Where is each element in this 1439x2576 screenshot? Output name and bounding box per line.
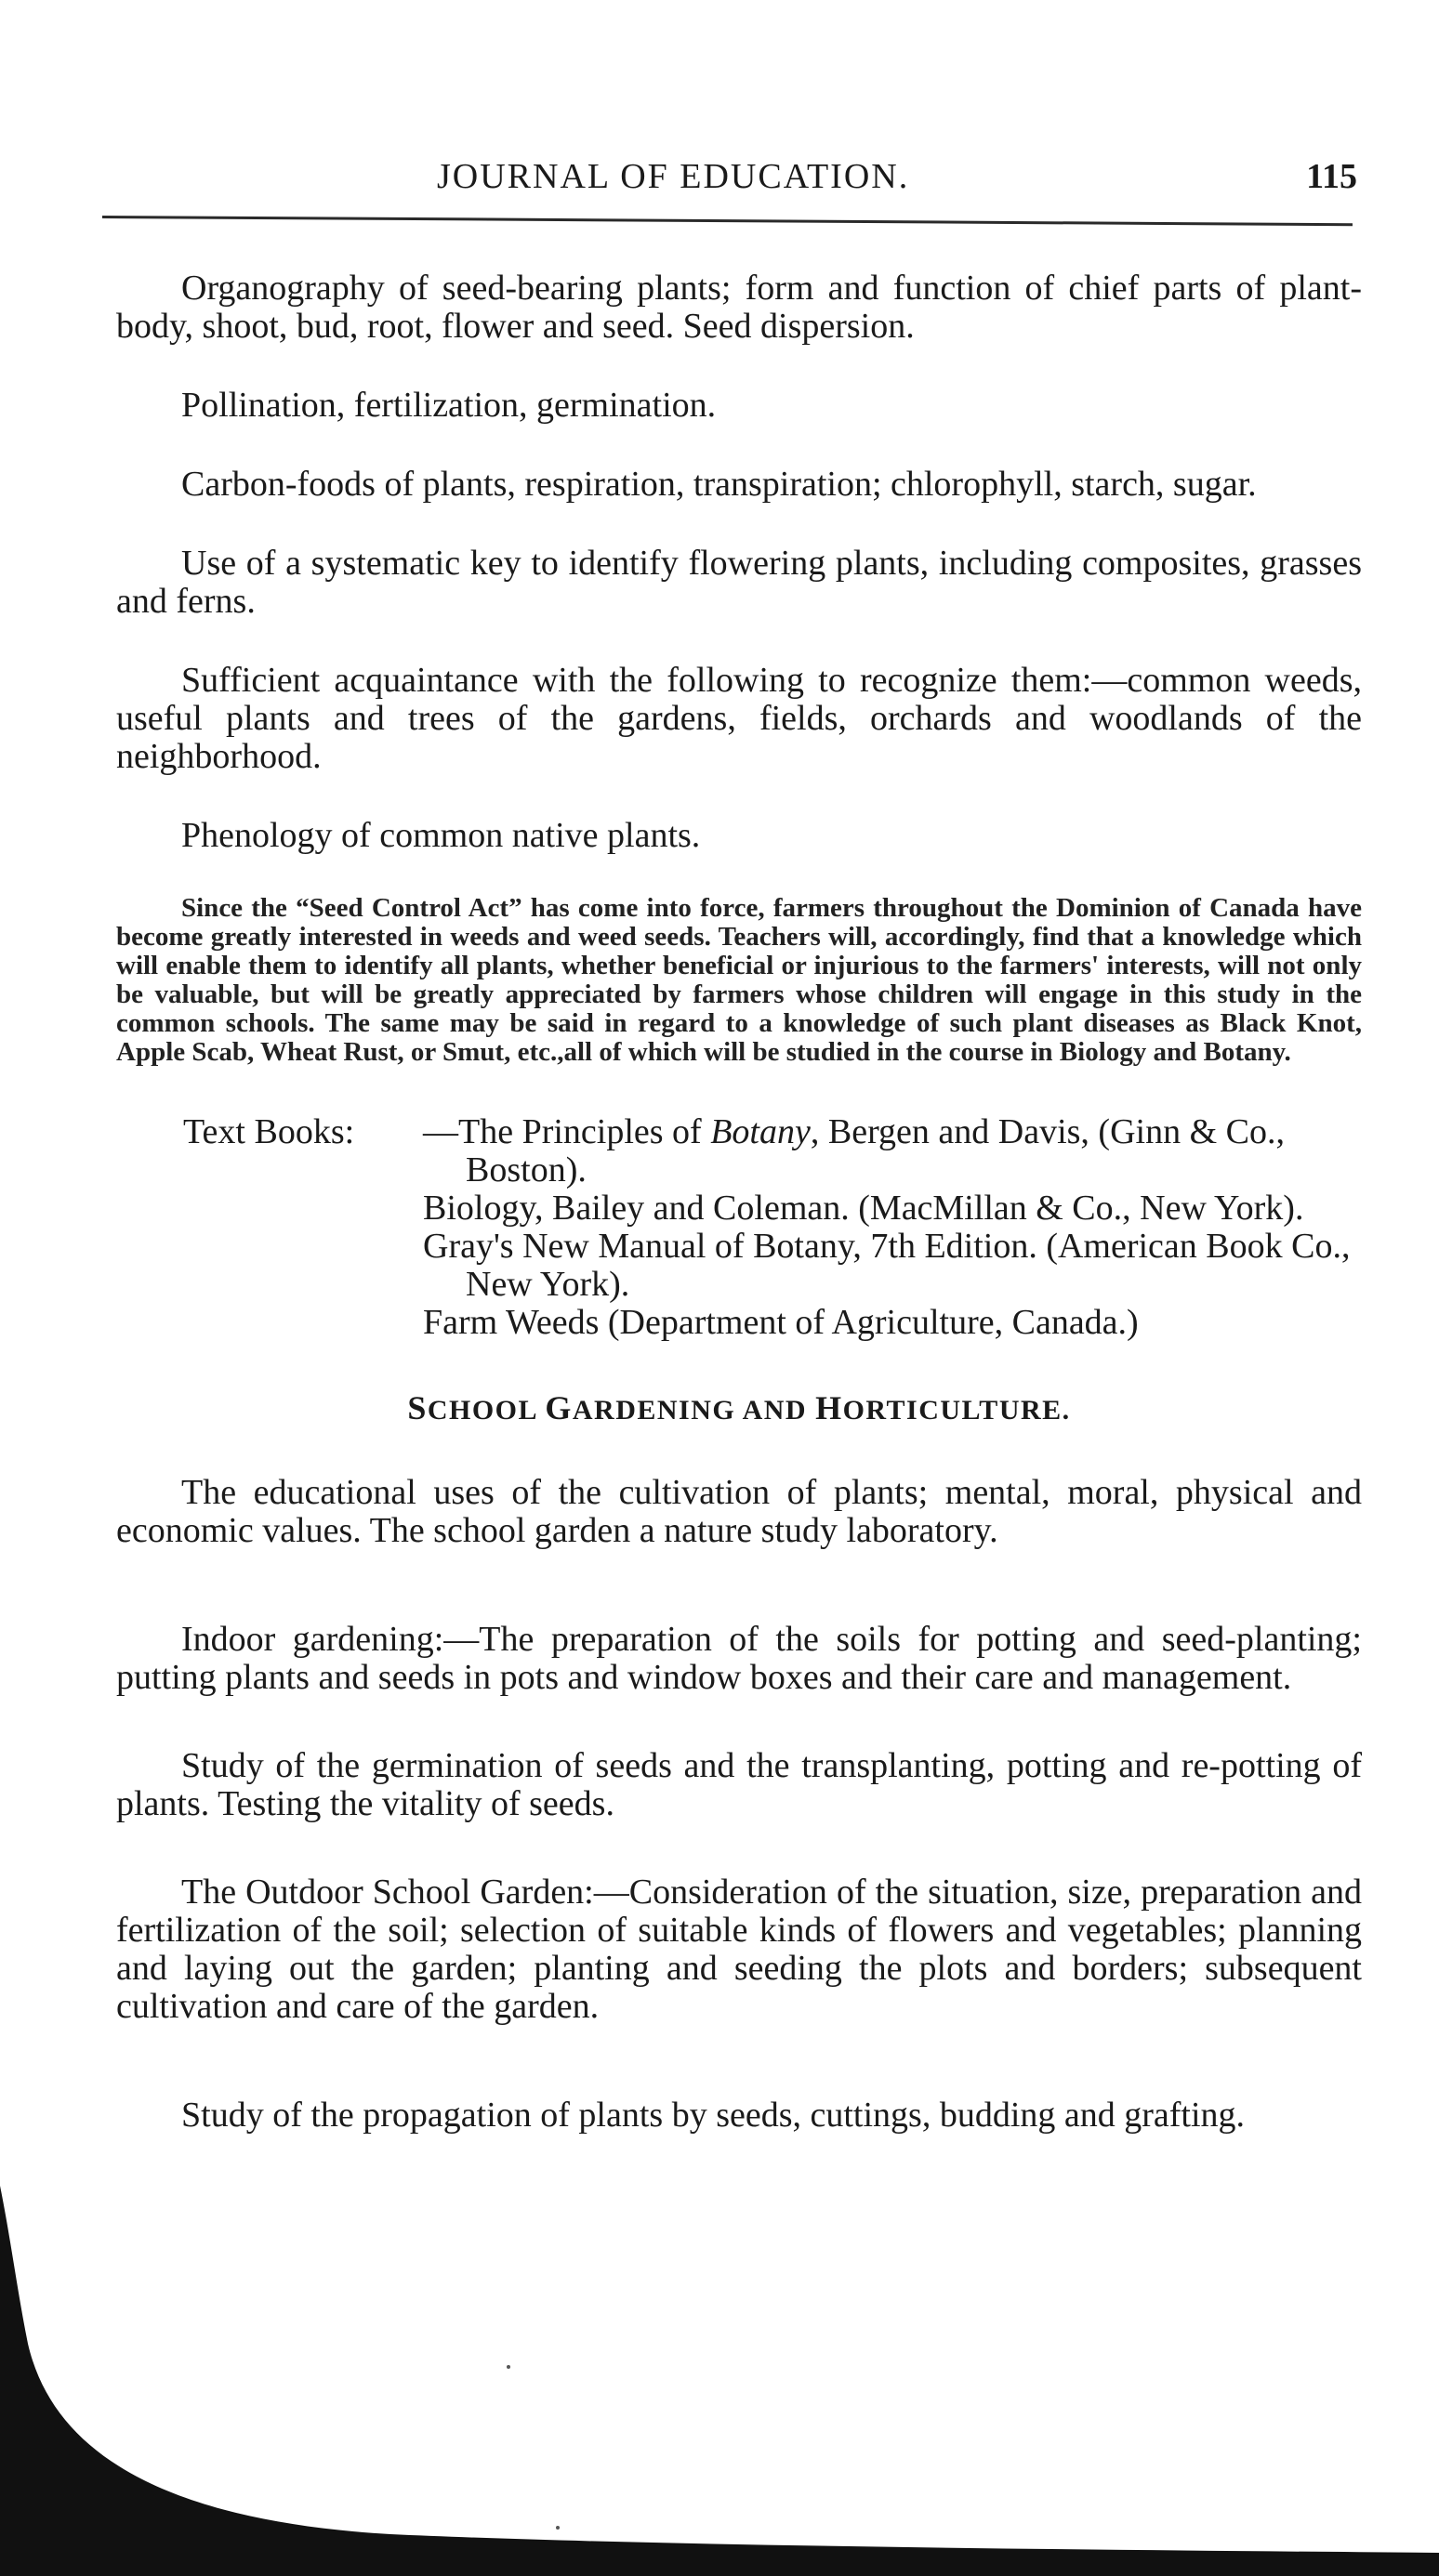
header-rule [102,216,1353,226]
heading-initial: H [815,1389,843,1426]
text-book-text: —The Principles of [423,1112,711,1151]
text-book-item [423,1228,1362,1304]
text-book-text: Biology, Bailey and Coleman. (MacMillan & Co., New York). [423,1189,1304,1228]
heading-text: ARDENING AND [572,1395,816,1426]
paragraph-carbon-foods: Carbon-foods of plants, respiration, transpiration; chlorophyll, starch, sugar. [181,465,1257,504]
paragraph-indoor-gardening: Indoor gardening:—The preparation of the soils for potting and seed-planting; putting plants and seeds in pots and window boxes and their care and management. [116,1620,1362,1697]
text-book-item [423,1189,1362,1228]
paragraph-pollination: Pollination, fertilization, germination. [181,386,717,425]
paragraph-systematic-key: Use of a systematic key to identify flowering plants, including composites, grasses and ferns. [116,544,1362,621]
journal-title: JOURNAL OF EDUCATION. [437,157,910,196]
paragraph-outdoor-garden: The Outdoor School Garden:—Consideration of the situation, size, preparation and fertilization of the soil; selection of suitable kinds of flowers and vegetables; planning and laying out the garden; planting and seeding the plots and borders; subsequent cultivation and care of the garden. [116,1873,1362,2026]
text-books-label: Text Books: [183,1112,355,1151]
paragraph-phenology: Phenology of common native plants. [181,816,701,855]
heading-text: CHOOL [427,1395,546,1426]
text-book-text-after: , Bergen and Davis, (Ginn & Co., Boston). [466,1112,1285,1189]
running-head [102,156,1357,212]
text-books-list [423,1113,1362,1342]
text-books [116,1113,1362,1342]
heading-initial: S [407,1389,428,1426]
paragraph-educational-uses: The educational uses of the cultivation of plants; mental, moral, physical and economic values. The school garden a nature study laboratory. [116,1473,1362,1550]
speck [507,2365,510,2369]
text-book-text: Farm Weeds (Department of Agriculture, Canada.) [423,1303,1139,1342]
text-book-item [423,1304,1362,1342]
paragraph-acquaintance: Sufficient acquaintance with the following to recognize them:—common weeds, useful plants and trees of the gardens, fields, orchards and woodlands of the neighborhood. [116,661,1362,776]
paragraph-germination-study: Study of the germination of seeds and the transplanting, potting and re-potting of plants. Testing the vitality of seeds. [116,1746,1362,1823]
text-book-italic: Botany [710,1112,811,1151]
section-heading [116,1388,1362,1427]
page-number: 115 [1306,157,1357,196]
text-book-item [423,1113,1362,1189]
page-edge-shadow [0,2186,1439,2576]
paragraph-propagation: Study of the propagation of plants by seeds, cuttings, budding and grafting. [181,2096,1246,2135]
heading-initial: G [545,1389,573,1426]
seed-control-note: Since the “Seed Control Act” has come into force, farmers throughout the Dominion of Canada have become greatly interested in weeds and weed seeds. Teachers will, accordingly, find that a knowledge which will enable them to identify all plants, whether beneficial or injurious to the farmers' interests, will not only be valuable, but will be greatly appreciated by farmers whose children will engage in this study in the common schools. The same may be said in regard to a knowledge of such plant diseases as Black Knot, Apple Scab, Wheat Rust, or Smut, etc.,all of which will be studied in the course in Biology and Botany. [116,893,1362,1067]
paragraph-organography: Organography of seed-bearing plants; form and function of chief parts of plant-body, shoot, bud, root, flower and seed. Seed dispersion. [116,269,1362,346]
text-book-text: Gray's New Manual of Botany, 7th Edition. (American Book Co., New York). [423,1227,1351,1304]
heading-text: ORTICULTURE. [842,1395,1071,1426]
speck [556,2526,560,2530]
page-body [116,269,1362,2135]
